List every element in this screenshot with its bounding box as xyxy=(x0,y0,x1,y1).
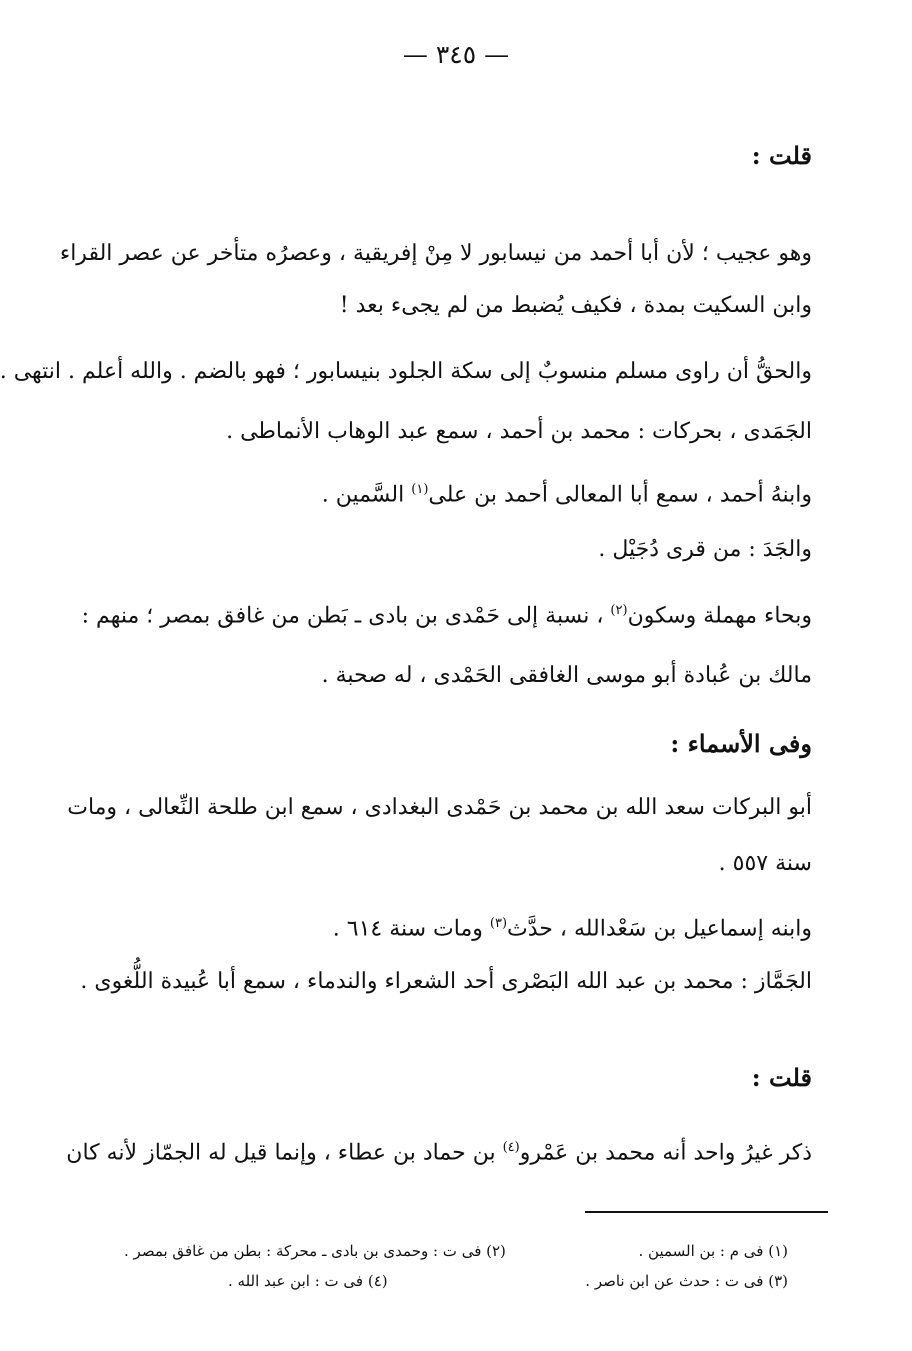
paragraph-10: الجَمَّاز : محمد بن عبد الله البَصْرى أحد الشعراء والندماء ، سمع أبا عُبيدة اللُّغوى . xyxy=(80,969,812,994)
paragraph-6 xyxy=(81,595,812,632)
heading-qultu-1: قلت : xyxy=(751,141,812,170)
heading-qultu-2: قلت : xyxy=(751,1063,812,1092)
paragraph-3: الجَمَدى ، بحركات : محمد بن أحمد ، سمع عبد الوهاب الأنماطى . xyxy=(226,419,812,444)
paragraph-4 xyxy=(100,474,812,511)
paragraph-8-line-1: أبو البركات سعد الله بن محمد بن حَمْدى البغدادى ، سمع ابن طلحة النِّعالى ، ومات xyxy=(67,795,812,820)
footnote-3: (٣) فى ت : حدث عن ابن ناصر . xyxy=(585,1272,788,1290)
footnote-ref-4: (٤) xyxy=(502,1140,520,1155)
footnote-ref-2: (٢) xyxy=(610,603,628,618)
paragraph-11-text: ذكر غيرُ واحد أنه محمد بن عَمْرو xyxy=(519,1140,812,1166)
footnote-ref-1: (١) xyxy=(411,482,429,497)
paragraph-4-text: وابنهُ أحمد ، سمع أبا المعالى أحمد بن على xyxy=(428,482,812,508)
footnote-divider xyxy=(585,1211,828,1213)
page-number: — ٣٤٥ — xyxy=(402,40,510,69)
paragraph-6-text-end: ، نسبة إلى حَمْدى بن بادى ـ بَطن من غافق بمصر ؛ منهم : xyxy=(81,603,611,629)
paragraph-9 xyxy=(100,908,812,945)
heading-asma: وفى الأسماء : xyxy=(670,729,812,758)
paragraph-5: والجَدَ : من قرى دُجَيْل . xyxy=(598,537,812,562)
footnote-4: (٤) فى ت : ابن عبد الله . xyxy=(228,1272,388,1290)
paragraph-6-text: وبحاء مهملة وسكون xyxy=(627,603,812,629)
footnote-2: (٢) فى ت : وحمدى بن بادى ـ محركة : بطن من غافق بمصر . xyxy=(124,1242,506,1260)
paragraph-11 xyxy=(66,1132,812,1169)
footnote-ref-3: (٣) xyxy=(489,916,508,931)
paragraph-4-text-end: السَّمين . xyxy=(321,482,412,508)
footnote-1: (١) فى م : بن السمين . xyxy=(638,1242,788,1260)
paragraph-8-line-2: سنة ٥٥٧ . xyxy=(718,851,812,876)
paragraph-2: والحقُّ أن راوى مسلم منسوبٌ إلى سكة الجلود بنيسابور ؛ فهو بالضم . والله أعلم . انتهى . xyxy=(0,359,812,384)
paragraph-11-text-end: بن حماد بن عطاء ، وإنما قيل له الجمّاز لأنه كان xyxy=(66,1140,503,1166)
paragraph-7: مالك بن عُبادة أبو موسى الغافقى الحَمْدى ، له صحبة . xyxy=(321,663,812,688)
paragraph-9-text-end: ومات سنة ٦١٤ . xyxy=(332,916,490,942)
paragraph-1-line-2: وابن السكيت بمدة ، فكيف يُضبط من لم يجىء بعد ! xyxy=(339,293,812,318)
paragraph-1-line-1: وهو عجيب ؛ لأن أبا أحمد من نيسابور لا مِنْ إفريقية ، وعصرُه متأخر عن عصر القراء xyxy=(59,241,812,266)
paragraph-9-text: وابنه إسماعيل بن سَعْدالله ، حدَّث xyxy=(507,916,812,942)
